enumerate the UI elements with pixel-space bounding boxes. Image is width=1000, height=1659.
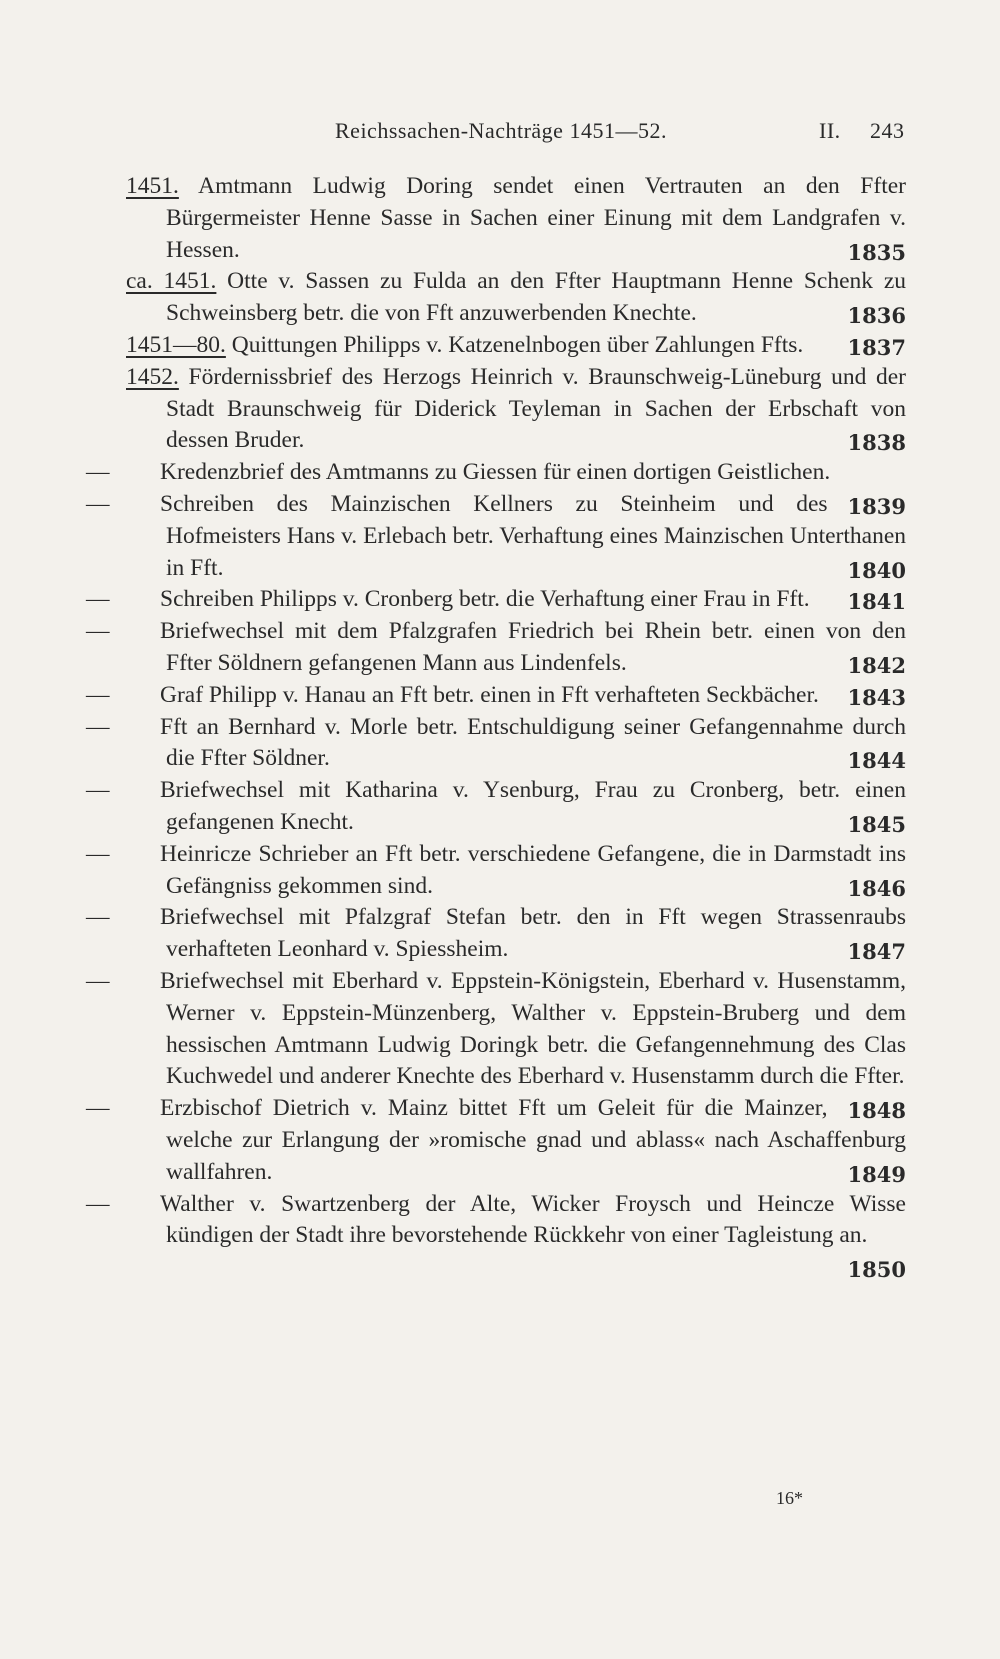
entry-text: Briefwechsel mit dem Pfalzgrafen Friedrich bei Rhein betr. einen von den Ffter Söldnern gefangenen Mann aus Lindenfels. [160, 618, 906, 676]
entry-dash: — [86, 1190, 110, 1217]
running-title: Reichssachen-Nachträge 1451—52. [335, 118, 667, 143]
entry-number: 1845 [847, 811, 906, 837]
register-entry [86, 1093, 906, 1188]
entry-dash: — [86, 618, 110, 645]
entry-text: Heinricze Schrieber an Fft betr. verschiedene Gefangene, die in Darmstadt ins Gefängniss gekommen sind. [160, 840, 906, 899]
entry-dash: — [86, 904, 110, 931]
entry-text: Amtmann Ludwig Doring sendet einen Vertrauten an den Ffter Bürgermeister Henne Sasse in Sachen einer Einung mit dem Landgrafen v. Hessen. [166, 173, 906, 263]
entry-text: Kredenzbrief des Amtmanns zu Giessen für einen dortigen Geistlichen. [160, 459, 831, 486]
entry-dash: — [86, 1095, 110, 1122]
entry-number: 1841 [847, 589, 906, 615]
entry-text: Fördernissbrief des Herzogs Heinrich v. Braunschweig-Lüneburg und der Stadt Braunschweig für Diderick Teyleman in Sachen der Erbschaft von dessen Bruder. [166, 363, 907, 454]
entry-number: 1837 [847, 334, 906, 360]
entry-text: Fft an Bernhard v. Morle betr. Entschuldigung seiner Gefangennahme durch die Ffter Söldner. [160, 713, 906, 772]
register-entry [86, 680, 906, 712]
register-entry [126, 171, 906, 266]
entry-number: 1838 [847, 430, 906, 456]
entry-number: 1840 [847, 557, 906, 583]
entry-text: Quittungen Philipps v. Katzenelnbogen über Zahlungen Ffts. [231, 331, 804, 358]
entry-text: Erzbischof Dietrich v. Mainz bittet Fft um Geleit für die Mainzer, welche zur Erlangung der »romische gnad und ablass« nach Aschaffenburg wallfahren. [160, 1095, 906, 1185]
register-entries [86, 171, 907, 1284]
entry-text: Briefwechsel mit Katharina v. Ysenburg, Frau zu Cronberg, betr. einen gefangenen Knecht. [160, 777, 906, 835]
entry-text: Schreiben Philipps v. Cronberg betr. die Verhaftung einer Frau in Fft. [160, 586, 810, 613]
register-entry [86, 902, 906, 966]
entry-text: Schreiben des Mainzischen Kellners zu Steinheim und des Hofmeisters Hans v. Erlebach betr. Verhaftung eines Mainzischen Unterthanen in Fft. [160, 490, 906, 581]
register-entry [86, 584, 906, 616]
entry-text: Briefwechsel mit Eberhard v. Eppstein-Königstein, Eberhard v. Husenstamm, Werner v. Eppstein-Münzenberg, Walther v. Eppstein-Bruberg und dem hessischen Amtmann Ludwig Doringk betr. die Gefangennehmung des Clas Kuchwedel und anderer Knechte des Eberhard v. Husenstamm durch die Ffter. [160, 967, 906, 1090]
register-entry [126, 330, 906, 362]
entry-number: 1835 [847, 239, 906, 265]
register-entry [86, 839, 906, 903]
entry-number: 1849 [847, 1161, 906, 1187]
page-number: 243 [870, 118, 905, 143]
entry-dash: — [86, 490, 110, 517]
register-entry [86, 1189, 906, 1283]
entry-number: 1836 [847, 303, 906, 329]
entry-dash: — [86, 713, 110, 740]
signature-mark: 16* [776, 1488, 803, 1508]
entry-number: 1850 [847, 1257, 906, 1283]
entry-date: 1451—80. [126, 331, 226, 358]
entry-text: Walther v. Swartzenberg der Alte, Wicker Froysch und Heincze Wisse kündigen der Stadt ihre bevorstehende Rückkehr von einer Tagleistung an. [160, 1190, 906, 1249]
entry-number: 1842 [847, 652, 906, 678]
entry-number: 1839 [847, 493, 906, 519]
register-entry [86, 775, 906, 839]
entry-dash: — [86, 681, 110, 708]
entry-date: ca. 1451. [126, 268, 217, 295]
entry-number: 1846 [847, 875, 906, 901]
entry-number: 1847 [847, 939, 906, 965]
register-entry [86, 457, 906, 519]
entry-dash: — [86, 967, 110, 994]
entry-dash: — [86, 586, 110, 613]
entry-text: Briefwechsel mit Pfalzgraf Stefan betr. den in Fft wegen Strassenraubs verhafteten Leonhard v. Spiessheim. [160, 904, 906, 963]
entry-date: 1451. [126, 173, 179, 199]
register-entry [86, 712, 906, 776]
register-entry [126, 362, 906, 457]
register-entry [126, 266, 906, 330]
entry-dash: — [86, 777, 110, 804]
entry-number: 1844 [847, 748, 906, 774]
register-entry [86, 489, 906, 584]
entry-date: 1452. [126, 363, 179, 390]
register-entry [86, 616, 906, 680]
register-entry [86, 966, 906, 1124]
entry-number: 1843 [847, 684, 906, 710]
entry-dash: — [86, 459, 110, 486]
section-number: II. [819, 118, 841, 143]
entry-text: Graf Philipp v. Hanau an Fft betr. einen in Fft verhafteten Seckbächer. [160, 681, 819, 708]
entry-text: Otte v. Sassen zu Fulda an den Ffter Hauptmann Henne Schenk zu Schweinsberg betr. die von Fft anzuwerbenden Knechte. [166, 268, 906, 327]
entry-number: 1848 [847, 1098, 906, 1124]
entry-dash: — [86, 840, 110, 867]
